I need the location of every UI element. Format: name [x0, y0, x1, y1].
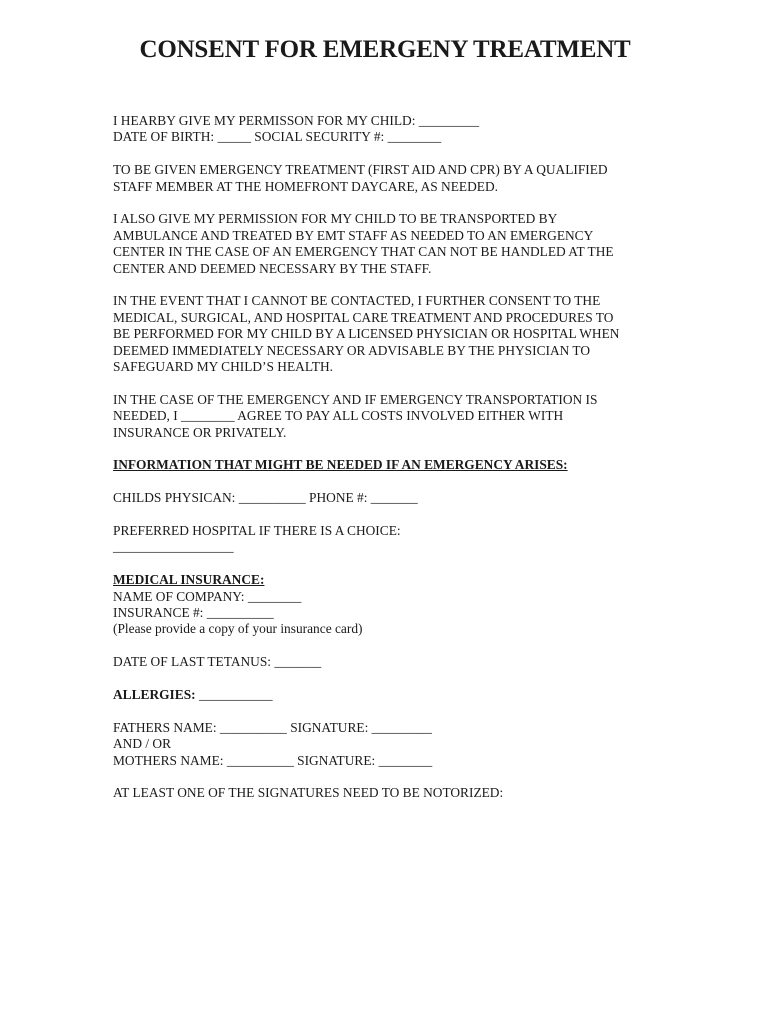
allergies-line: [113, 687, 658, 703]
paragraph-line: BE PERFORMED FOR MY CHILD BY A LICENSED PHYSICIAN OR HOSPITAL WHEN: [113, 326, 620, 342]
treatment-paragraph: [113, 162, 658, 195]
tetanus-paragraph: [113, 654, 658, 670]
info-heading-paragraph: [113, 457, 658, 473]
child-info-paragraph: [113, 113, 658, 146]
signatures-paragraph: [113, 720, 658, 769]
paragraph-line: MEDICAL, SURGICAL, AND HOSPITAL CARE TREATMENT AND PROCEDURES TO: [113, 309, 614, 325]
transport-paragraph: [113, 211, 658, 277]
and-or-text: AND / OR: [113, 736, 172, 752]
child-name-line: I HEARBY GIVE MY PERMISSON FOR MY CHILD: _________: [113, 113, 480, 128]
allergies-blank: ___________: [195, 687, 273, 703]
consent-paragraph: [113, 293, 658, 375]
paragraph-line: STAFF MEMBER AT THE HOMEFRONT DAYCARE, AS NEEDED.: [113, 178, 498, 194]
insurance-heading: MEDICAL INSURANCE:: [113, 572, 265, 588]
allergies-label: ALLERGIES:: [113, 687, 196, 703]
insurance-company-line: NAME OF COMPANY: ________: [113, 588, 302, 604]
paragraph-line: AMBULANCE AND TREATED BY EMT STAFF AS NEEDED TO AN EMERGENCY: [113, 227, 594, 243]
paragraph-line: NEEDED, I ________ AGREE TO PAY ALL COSTS INVOLVED EITHER WITH: [113, 408, 564, 424]
notarized-paragraph: [113, 785, 658, 801]
form-title: CONSENT FOR EMERGENY TREATMENT: [139, 36, 631, 63]
costs-paragraph: [113, 392, 658, 441]
paragraph-line: INSURANCE OR PRIVATELY.: [113, 424, 287, 440]
paragraph-line: IN THE CASE OF THE EMERGENCY AND IF EMERGENCY TRANSPORTATION IS: [113, 391, 598, 407]
insurance-paragraph: [113, 572, 658, 638]
paragraph-line: I ALSO GIVE MY PERMISSION FOR MY CHILD TO BE TRANSPORTED BY: [113, 211, 558, 227]
physician-paragraph: [113, 490, 658, 506]
paragraph-line: TO BE GIVEN EMERGENCY TREATMENT (FIRST AID AND CPR) BY A QUALIFIED: [113, 162, 608, 178]
dob-ssn-line: DATE OF BIRTH: _____ SOCIAL SECURITY #: ________: [113, 129, 442, 145]
tetanus-line: DATE OF LAST TETANUS: _______: [113, 654, 322, 670]
paragraph-line: SAFEGUARD MY CHILD’S HEALTH.: [113, 359, 333, 375]
physician-line: CHILDS PHYSICAN: __________ PHONE #: _______: [113, 490, 418, 506]
hospital-blank: __________________: [113, 539, 234, 555]
insurance-note: (Please provide a copy of your insurance card): [113, 621, 363, 637]
mother-signature-line: MOTHERS NAME: __________ SIGNATURE: ________: [113, 752, 433, 768]
hospital-paragraph: [113, 523, 658, 556]
allergies-paragraph: [113, 687, 658, 703]
form-body: [113, 113, 658, 818]
hospital-label: PREFERRED HOSPITAL IF THERE IS A CHOICE:: [113, 523, 401, 539]
paragraph-line: CENTER IN THE CASE OF AN EMERGENCY THAT CAN NOT BE HANDLED AT THE: [113, 244, 614, 260]
info-heading: INFORMATION THAT MIGHT BE NEEDED IF AN EMERGENCY ARISES:: [113, 457, 568, 473]
paragraph-line: DEEMED IMMEDIATELY NECESSARY OR ADVISABLE BY THE PHYSICIAN TO: [113, 342, 591, 358]
father-signature-line: FATHERS NAME: __________ SIGNATURE: _________: [113, 719, 432, 735]
insurance-number-line: INSURANCE #: __________: [113, 605, 274, 621]
paragraph-line: CENTER AND DEEMED NECESSARY BY THE STAFF.: [113, 260, 432, 276]
notarized-line: AT LEAST ONE OF THE SIGNATURES NEED TO BE NOTORIZED:: [113, 785, 504, 801]
paragraph-line: IN THE EVENT THAT I CANNOT BE CONTACTED, I FURTHER CONSENT TO THE: [113, 293, 601, 309]
